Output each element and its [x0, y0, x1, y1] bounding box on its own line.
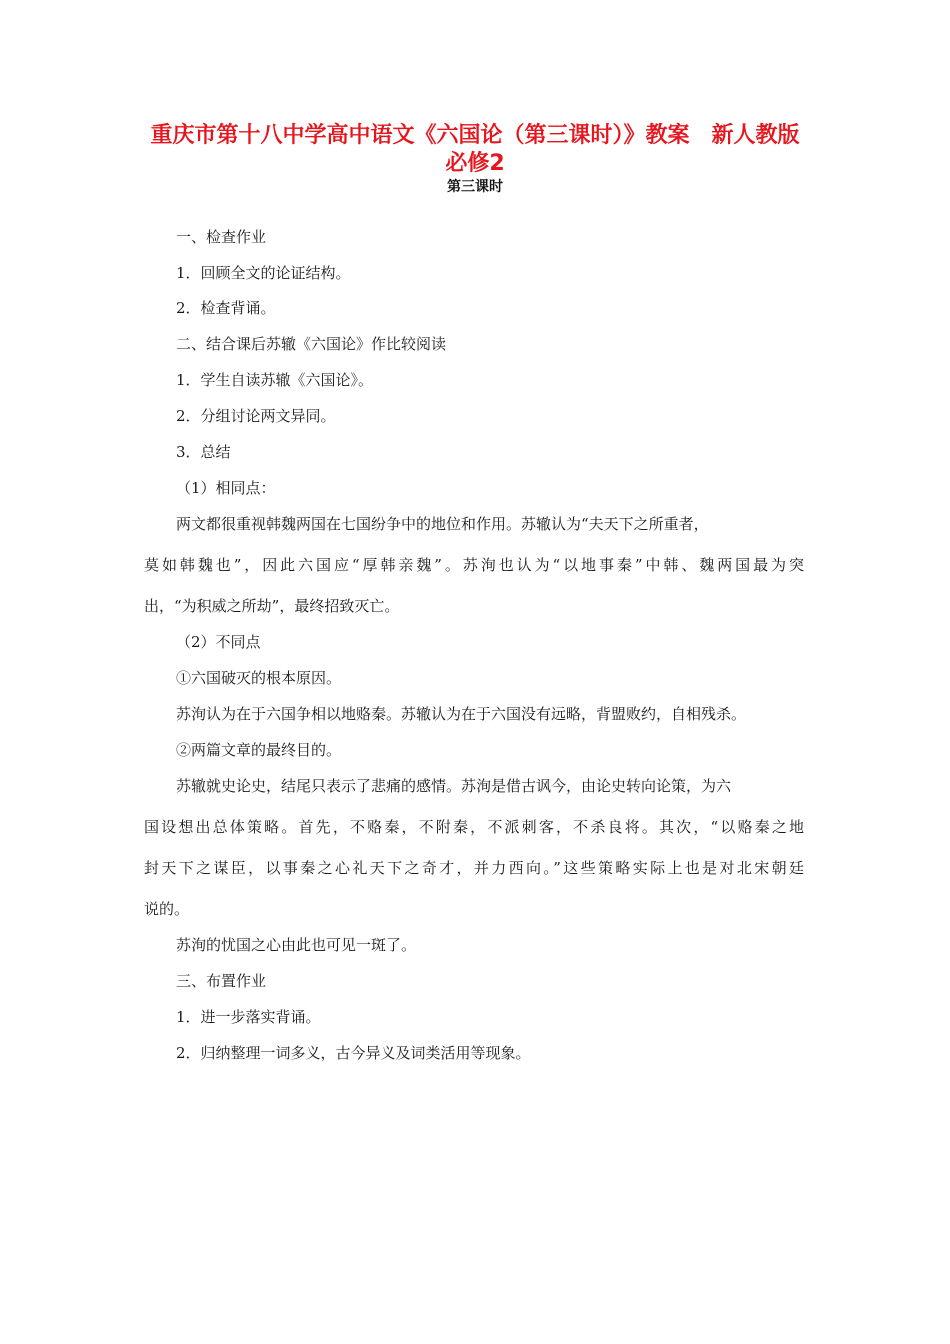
paragraph-line: 两文都很重视韩魏两国在七国纷争中的地位和作用。苏辙认为“夫天下之所重者， — [176, 515, 709, 533]
lesson-subtitle: 第三课时 — [447, 179, 503, 195]
sub-heading-similarities: （1）相同点： — [176, 479, 276, 497]
list-item: 2．分组讨论两文异同。 — [176, 407, 336, 425]
document-title: 重庆市第十八中学高中语文《六国论（第三课时）》教案 新人教版必修2 — [150, 123, 800, 176]
sub-heading-differences: （2）不同点 — [176, 633, 261, 651]
section-heading-2: 二、结合课后苏辙《六国论》作比较阅读 — [176, 335, 447, 353]
paragraph-line: 莫如韩魏也”，因此六国应“厚韩亲魏”。苏洵也认为“以地事秦”中韩、魏两国最为突 — [144, 556, 804, 574]
paragraph-line: 苏洵的忧国之心由此也可见一斑了。 — [176, 936, 417, 954]
list-item: 3．总结 — [176, 443, 231, 461]
list-item: 2．检查背诵。 — [176, 299, 276, 317]
list-item: 1．进一步落实背诵。 — [176, 1008, 321, 1026]
paragraph-line: 苏辙就史论史，结尾只表示了悲痛的感情。苏洵是借古讽今，由论史转向论策，为六 — [176, 777, 732, 795]
section-heading-3: 三、布置作业 — [176, 972, 267, 990]
list-item: ①六国破灭的根本原因。 — [176, 669, 342, 687]
paragraph-line: 出，“为积威之所劫”，最终招致灭亡。 — [144, 597, 400, 615]
list-item: 1．学生自读苏辙《六国论》。 — [176, 371, 374, 389]
paragraph-line: 国设想出总体策略。首先，不赂秦，不附秦，不派刺客，不杀良将。其次，“以赂秦之地 — [144, 818, 804, 836]
list-item: 1．回顾全文的论证结构。 — [176, 264, 351, 282]
section-heading-1: 一、检查作业 — [176, 228, 267, 246]
paragraph-line: 苏洵认为在于六国争相以地赂秦。苏辙认为在于六国没有远略，背盟败约，自相残杀。 — [176, 705, 747, 723]
list-item: ②两篇文章的最终目的。 — [176, 741, 342, 759]
paragraph-line: 说的。 — [144, 900, 190, 918]
paragraph-line: 封天下之谋臣，以事秦之心礼天下之奇才，并力西向。”这些策略实际上也是对北宋朝廷 — [144, 859, 804, 877]
list-item: 2．归纳整理一词多义，古今异义及词类活用等现象。 — [176, 1044, 531, 1062]
